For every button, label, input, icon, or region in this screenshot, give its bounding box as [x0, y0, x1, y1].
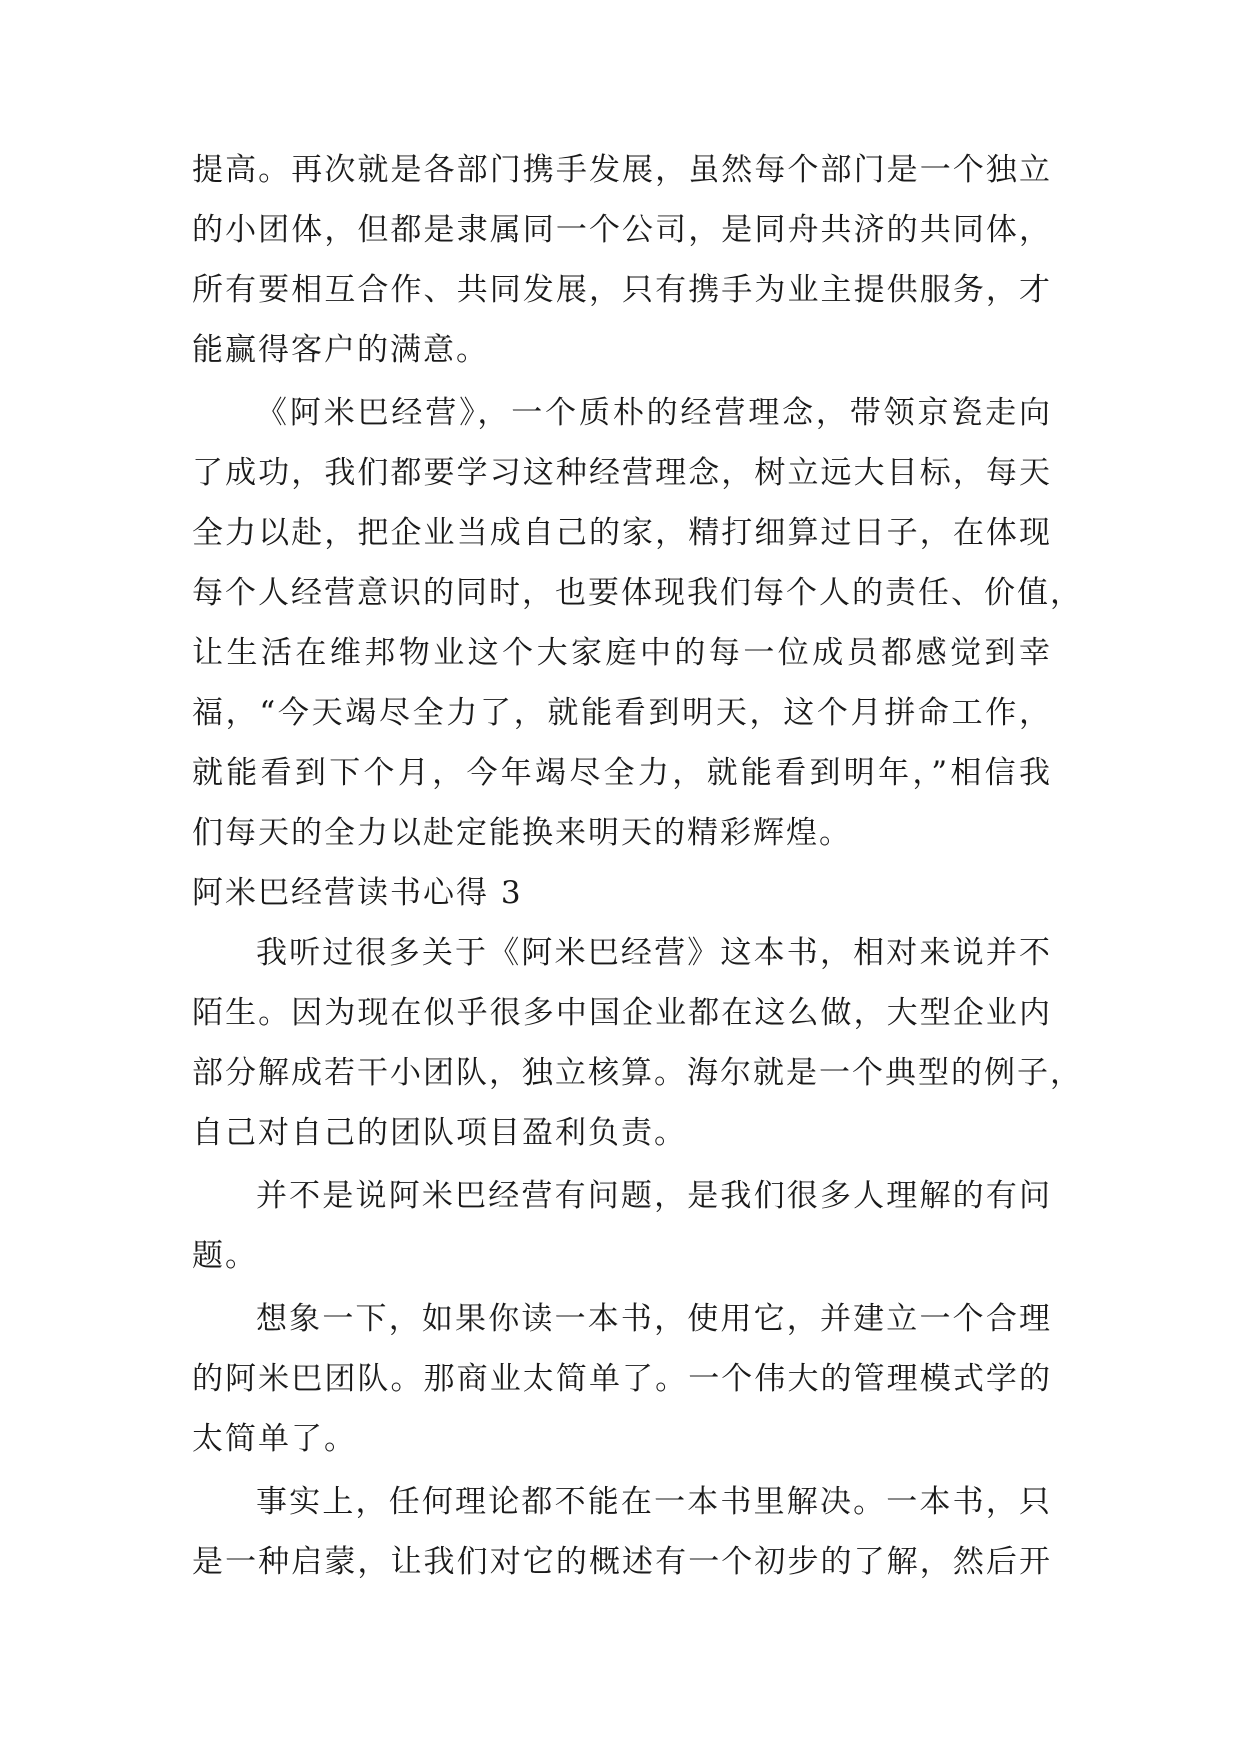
- text-line: 让生活在维邦物业这个大家庭中的每一位成员都感觉到幸: [192, 635, 1052, 671]
- text-line: 想象一下，如果你读一本书，使用它，并建立一个合理: [256, 1301, 1052, 1337]
- paragraph: [192, 1472, 1052, 1592]
- paragraph: [192, 923, 1083, 1163]
- text-line: 所有要相互合作、共同发展，只有携手为业主提供服务，才: [192, 272, 1052, 308]
- text-line: 部分解成若干小团队，独立核算。海尔就是一个典型的例子，: [192, 1055, 1083, 1091]
- text-line: 我听过很多关于《阿米巴经营》这本书，相对来说并不: [256, 935, 1052, 971]
- paragraph: [192, 1289, 1052, 1469]
- text-line: 能赢得客户的满意。: [192, 332, 489, 368]
- text-line: 太简单了。: [192, 1421, 357, 1457]
- paragraph: [192, 1166, 1052, 1286]
- text-line: 的阿米巴团队。那商业太简单了。一个伟大的管理模式学的: [192, 1361, 1052, 1397]
- text-line: 福，“今天竭尽全力了，就能看到明天，这个月拼命工作，: [192, 695, 1052, 731]
- text-line: 就能看到下个月，今年竭尽全力，就能看到明年，”相信我: [192, 755, 1052, 791]
- paragraph: [192, 383, 1083, 863]
- text-line: 每个人经营意识的同时，也要体现我们每个人的责任、价值，: [192, 575, 1083, 611]
- section-heading: 阿米巴经营读书心得 3: [192, 875, 523, 911]
- text-line: 了成功，我们都要学习这种经营理念，树立远大目标，每天: [192, 455, 1052, 491]
- text-line: 自己对自己的团队项目盈利负责。: [192, 1115, 687, 1151]
- document-page: [192, 140, 1083, 1592]
- text-line: 题。: [192, 1238, 258, 1274]
- text-line: 陌生。因为现在似乎很多中国企业都在这么做，大型企业内: [192, 995, 1052, 1031]
- text-line: 是一种启蒙，让我们对它的概述有一个初步的了解，然后开: [192, 1544, 1052, 1580]
- text-line: 事实上，任何理论都不能在一本书里解决。一本书，只: [256, 1484, 1052, 1520]
- text-line: 《阿米巴经营》，一个质朴的经营理念，带领京瓷走向: [256, 395, 1052, 431]
- paragraph: [192, 140, 1052, 380]
- text-line: 的小团体，但都是隶属同一个公司，是同舟共济的共同体，: [192, 212, 1052, 248]
- text-line: 全力以赴，把企业当成自己的家，精打细算过日子，在体现: [192, 515, 1052, 551]
- text-line: 们每天的全力以赴定能换来明天的精彩辉煌。: [192, 815, 852, 851]
- text-line: 并不是说阿米巴经营有问题，是我们很多人理解的有问: [256, 1178, 1052, 1214]
- text-line: 提高。再次就是各部门携手发展，虽然每个部门是一个独立: [192, 152, 1052, 188]
